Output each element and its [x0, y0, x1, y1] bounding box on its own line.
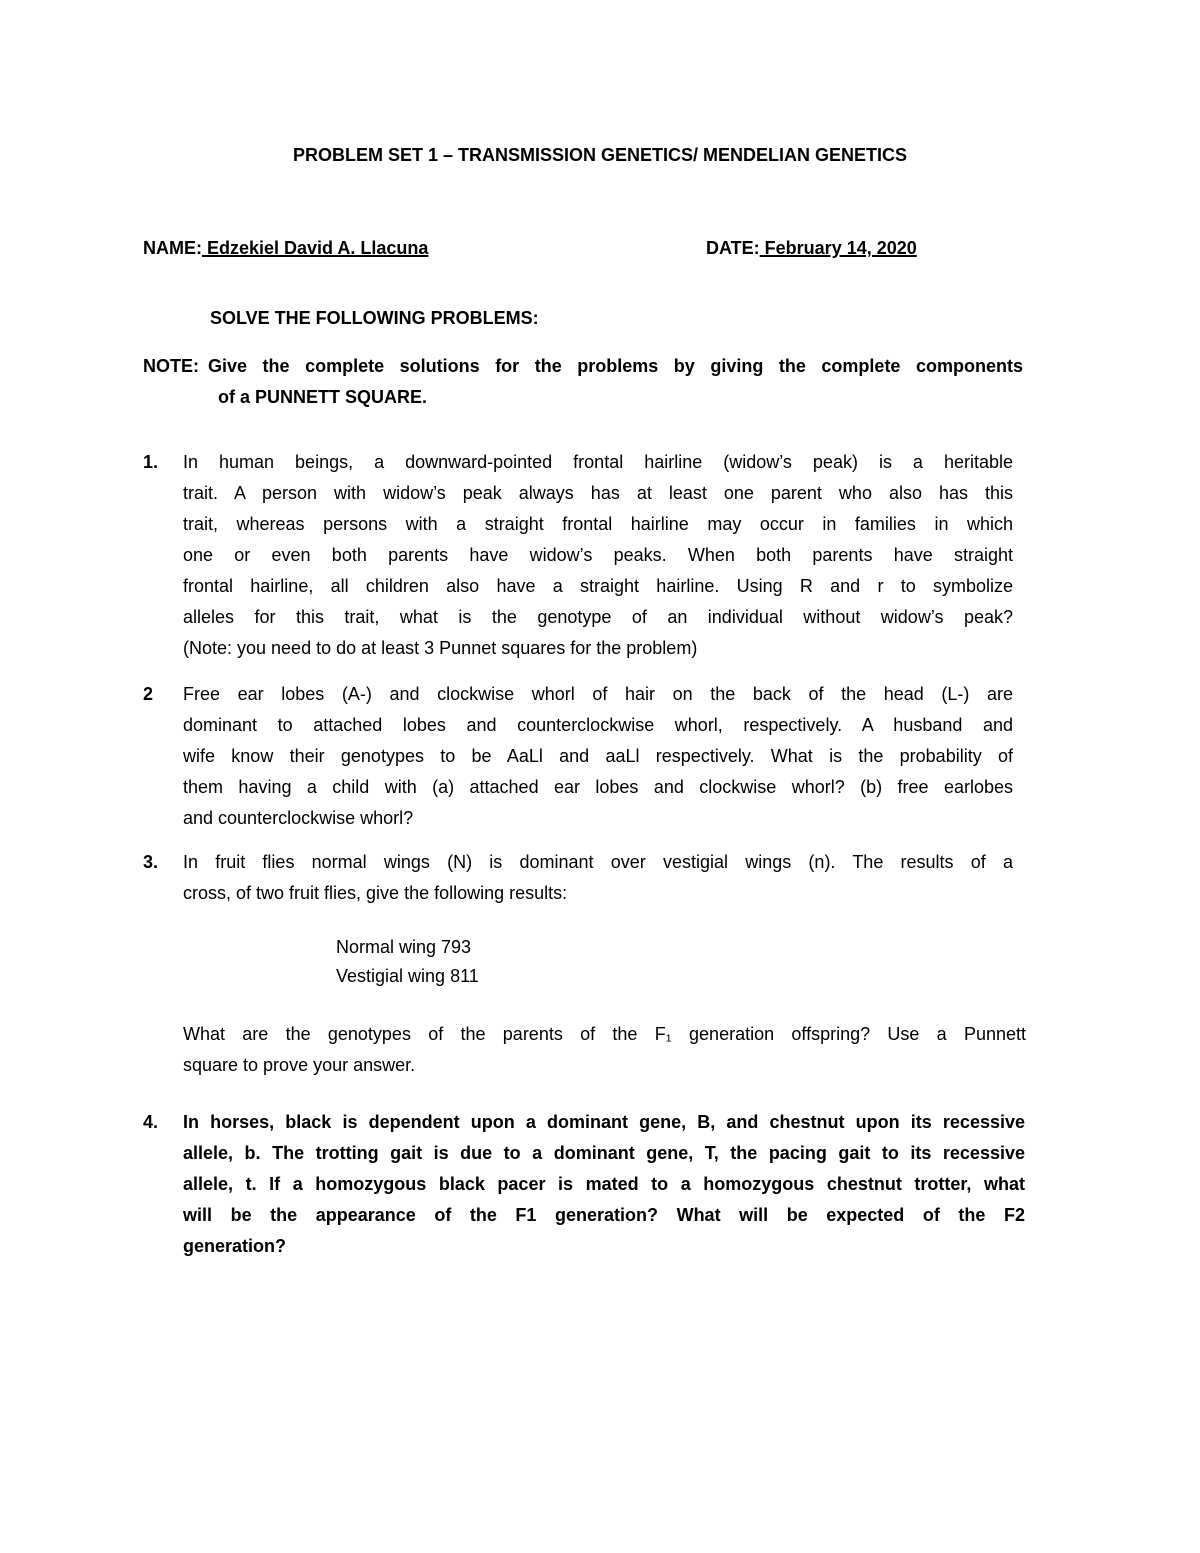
problem-1-text	[183, 447, 1013, 664]
problem-line: trait, whereas persons with a straight frontal hairline may occur in families in which	[183, 514, 1013, 534]
problem-line: In human beings, a downward-pointed frontal hairline (widow’s peak) is a heritable	[183, 452, 1013, 472]
problem-3-results	[336, 933, 636, 991]
name-field	[143, 238, 428, 259]
problem-4-number: 4.	[143, 1112, 159, 1132]
problem-line: them having a child with (a) attached ear lobes and clockwise whorl? (b) free earlobes	[183, 777, 1013, 797]
date-label: DATE:	[706, 238, 760, 258]
problem-line: will be the appearance of the F1 generation? What will be expected of the F2	[183, 1205, 1025, 1225]
date-field	[706, 238, 917, 259]
problem-line: In horses, black is dependent upon a dominant gene, B, and chestnut upon its recessive	[183, 1112, 1025, 1132]
problem-2-number: 2	[143, 684, 154, 704]
problem-line: alleles for this trait, what is the genotype of an individual without widow’s peak?	[183, 607, 1013, 627]
problem-line: What are the genotypes of the parents of the F₁ generation offspring? Use a Punnett	[183, 1024, 1026, 1044]
result-vestigial-wing: Vestigial wing 811	[336, 966, 479, 986]
problem-line: dominant to attached lobes and counterclockwise whorl, respectively. A husband and	[183, 715, 1013, 735]
problem-3-followup	[183, 1019, 1026, 1081]
name-label: NAME:	[143, 238, 202, 258]
problem-line: and counterclockwise whorl?	[183, 808, 414, 828]
problem-1-number: 1.	[143, 452, 159, 472]
problem-3-text	[183, 847, 1013, 909]
problem-line: wife know their genotypes to be AaLl and aaLl respectively. What is the probability of	[183, 746, 1013, 766]
problem-line: generation?	[183, 1236, 287, 1256]
problem-line: Free ear lobes (A-) and clockwise whorl of hair on the back of the head (L-) are	[183, 684, 1013, 704]
problem-line: square to prove your answer.	[183, 1055, 416, 1075]
note-label: NOTE:	[143, 356, 199, 376]
problem-line: frontal hairline, all children also have a straight hairline. Using R and r to symbolize	[183, 576, 1013, 596]
note-line: of a PUNNETT SQUARE.	[218, 387, 428, 407]
problem-line: one or even both parents have widow’s peaks. When both parents have straight	[183, 545, 1013, 565]
result-normal-wing: Normal wing 793	[336, 937, 472, 957]
problem-line: trait. A person with widow’s peak always has at least one parent who also has this	[183, 483, 1013, 503]
document-title: PROBLEM SET 1 – TRANSMISSION GENETICS/ MENDELIAN GENETICS	[292, 145, 908, 165]
problem-line: allele, t. If a homozygous black pacer is mated to a homozygous chestnut trotter, what	[183, 1174, 1025, 1194]
note-line: Give the complete solutions for the problems by giving the complete components	[208, 356, 1023, 376]
problem-line: cross, of two fruit flies, give the following results:	[183, 883, 568, 903]
instruction-heading: SOLVE THE FOLLOWING PROBLEMS:	[210, 308, 539, 328]
problem-line: In fruit flies normal wings (N) is dominant over vestigial wings (n). The results of a	[183, 852, 1013, 872]
date-value: February 14, 2020	[759, 238, 917, 258]
problem-line: allele, b. The trotting gait is due to a dominant gene, T, the pacing gait to its recessive	[183, 1143, 1025, 1163]
problem-line: (Note: you need to do at least 3 Punnet squares for the problem)	[183, 638, 698, 658]
problem-2-text	[183, 679, 1013, 834]
problem-4-text	[183, 1107, 1025, 1262]
note-text	[208, 351, 1023, 413]
problem-3-number: 3.	[143, 852, 159, 872]
name-value: Edzekiel David A. Llacuna	[202, 238, 429, 258]
